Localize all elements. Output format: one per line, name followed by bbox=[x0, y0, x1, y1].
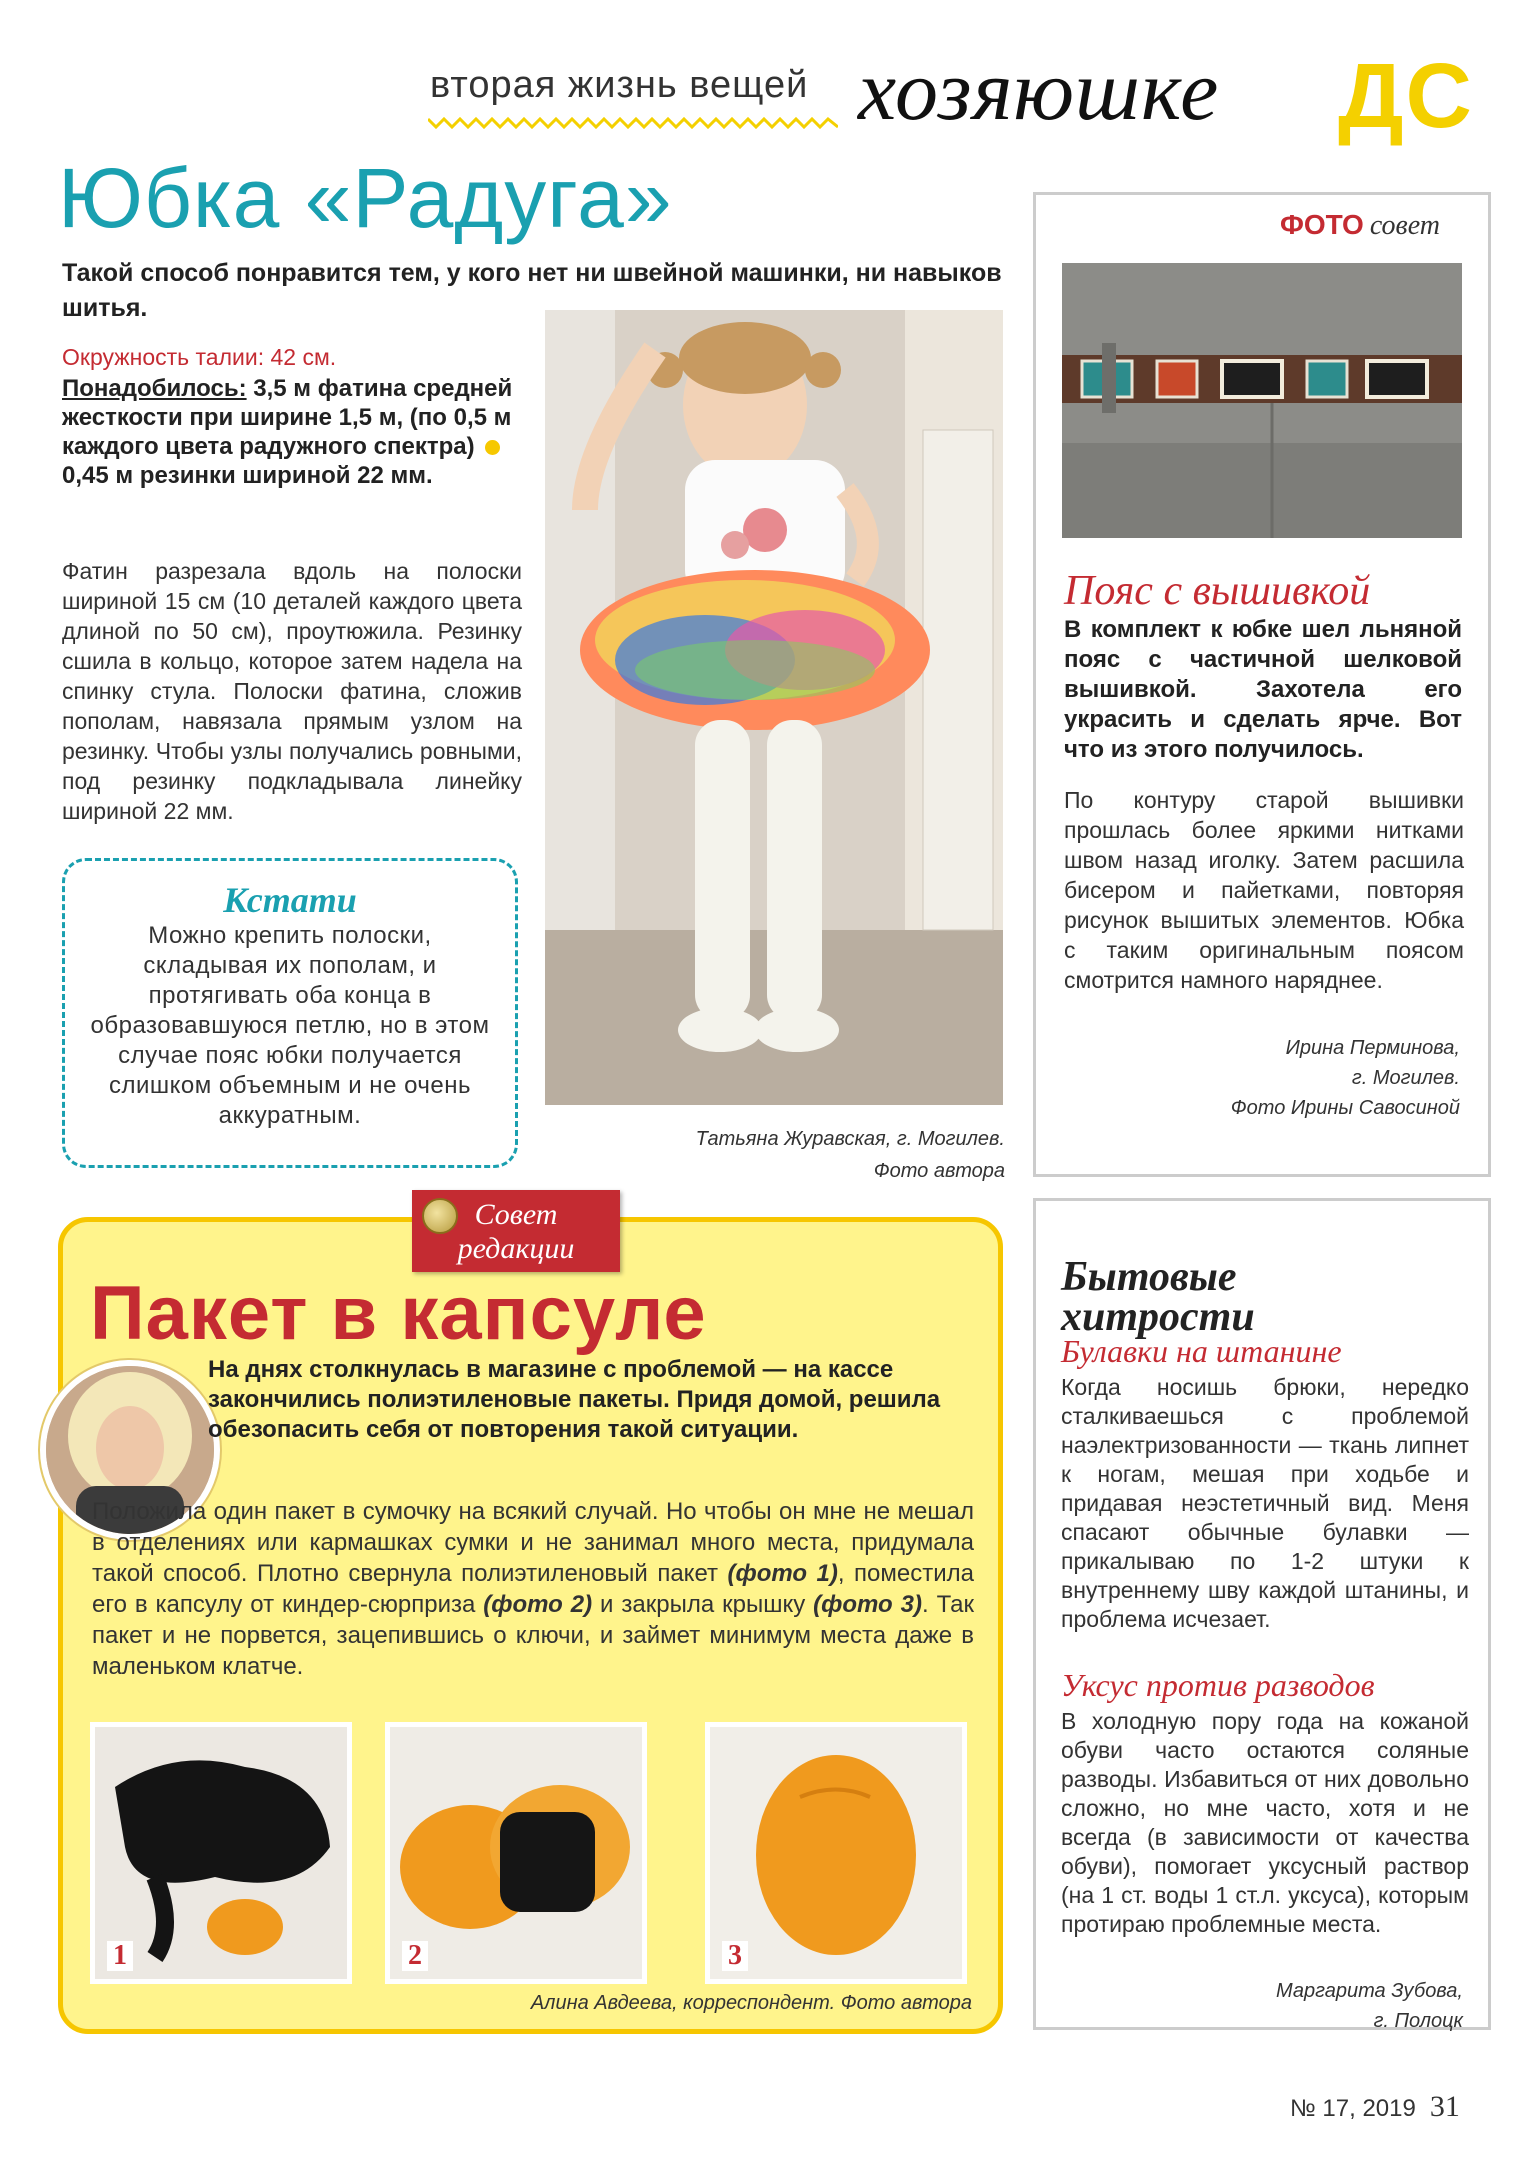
photo-caption bbox=[545, 1123, 1005, 1187]
photo-number-1: 1 bbox=[107, 1941, 133, 1971]
tricks-sub1: Булавки на штанине bbox=[1061, 1333, 1342, 1369]
section-title: вторая жизнь вещей bbox=[430, 64, 809, 106]
belt-photo bbox=[1062, 263, 1462, 538]
tricks-sig-city: г. Полоцк bbox=[1373, 2010, 1463, 2032]
kstati-box bbox=[62, 858, 518, 1168]
photo1-ref: (фото 1) bbox=[727, 1560, 838, 1587]
tag-italic: совет bbox=[1369, 210, 1440, 241]
waist-size: Окружность талии: 42 см. bbox=[62, 344, 337, 370]
photo-number-3: 3 bbox=[722, 1941, 748, 1971]
pack-body-b: , поместила его в капсулу от киндер-сюрприза bbox=[92, 1560, 974, 1618]
pack-body bbox=[92, 1496, 974, 1682]
photo-tip-box bbox=[1033, 192, 1491, 1177]
badge-line2: редакции bbox=[457, 1232, 575, 1265]
pack-caption: Алина Авдеева, корреспондент. Фото автора bbox=[530, 1992, 972, 2014]
tricks-sub2: Уксус против разводов bbox=[1061, 1667, 1375, 1703]
kstati-text: Можно крепить полоски, складывая их пополам, и протягивать оба конца в образовавшуюся петлю, но в этом случае пояс юбки получается слишком объемным и не очень аккуратным. bbox=[90, 922, 490, 1129]
caption-credit: Фото автора bbox=[873, 1160, 1005, 1182]
photo2-ref: (фото 2) bbox=[483, 1591, 593, 1618]
rubric-title: хозяюшке bbox=[858, 42, 1220, 138]
magazine-logo: ДС bbox=[1338, 45, 1474, 147]
pack-body-d: . Так пакет и не порвется, зацепившись о ключи, и займет минимум места даже в маленьком клатче. bbox=[92, 1591, 975, 1680]
photo-number-2: 2 bbox=[402, 1941, 428, 1971]
pack-photo-3 bbox=[705, 1722, 967, 1984]
tricks-text1: Когда носишь брюки, нередко сталкиваешься с проблемой наэлектризованности — ткань липнет к ногам, мешая при ходьбе и придавая неэстетичный вид. Меня спасают обычные булавки — прикалываю по 1-2 штуки к внутреннему шву каждой штанины, и проблема исчезает. bbox=[1061, 1374, 1469, 1632]
photo-tip-tag bbox=[1280, 209, 1440, 242]
issue-number: № 17, 2019 bbox=[1290, 2095, 1416, 2122]
materials-label: Понадобилось: bbox=[62, 375, 247, 402]
page-number: 31 bbox=[1429, 2090, 1460, 2123]
article-title: Юбка «Радуга» bbox=[58, 151, 673, 245]
pack-photo-2 bbox=[385, 1722, 647, 1984]
zigzag-divider bbox=[428, 116, 838, 130]
pack-body-a: Положила один пакет в сумочку на всякий случай. Но чтобы он мне не мешал в отделениях или кармашках сумки и не занимал много места, придумала такой способ. Плотно свернула полиэтиленовый пакет bbox=[92, 1498, 974, 1587]
kstati-heading: Кстати bbox=[223, 880, 357, 920]
caption-author: Татьяна Журавская, г. Могилев. bbox=[695, 1128, 1005, 1150]
article-body: Фатин разрезала вдоль на полоски шириной 15 см (10 деталей каждого цвета длиной по 50 см), проутюжила. Резинку сшила в кольцо, которое затем надела на спинку стула. Полоски фатина, сложив пополам, навязала прямым узлом на резинку. Чтобы узлы получались ровными, под резинку подкладывала линейку шириной 22 мм. bbox=[62, 558, 522, 824]
tag-bold: ФОТО bbox=[1279, 209, 1364, 240]
bullet-dot-icon bbox=[485, 440, 500, 455]
pack-photo-1 bbox=[90, 1722, 352, 1984]
belt-sig-author: Ирина Перминова, bbox=[1285, 1037, 1460, 1059]
photo3-ref: (фото 3) bbox=[813, 1591, 922, 1618]
belt-lead: В комплект к юбке шел льняной пояс с частичной шелковой вышивкой. Захотела его украсить и сделать ярче. Вот что из этого получилось. bbox=[1064, 616, 1462, 763]
belt-body: По контуру старой вышивки прошлась более яркими нитками швом назад иголку. Затем расшила бисером и пайетками, повторяя рисунок вышитых элементов. Юбка с таким оригинальным поясом смотрится намного наряднее. bbox=[1064, 787, 1464, 993]
pack-lead: На днях столкнулась в магазине с проблемой — на кассе закончились полиэтиленовые пакеты. Придя домой, решила обезопасить себя от повторения такой ситуации. bbox=[208, 1356, 941, 1443]
materials-part2: 0,45 м резинки шириной 22 мм. bbox=[62, 462, 433, 489]
tricks-text2: В холодную пору года на кожаной обуви часто остаются соляные разводы. Избавиться от них довольно сложно, но мне часто, хотя и не всегда (в зависимости от качества обуви), помогает уксусный раствор (на 1 ст. воды 1 ст.л. уксуса), которым протираю проблемные места. bbox=[1061, 1708, 1469, 1937]
belt-sig-city: г. Могилев. bbox=[1351, 1067, 1460, 1089]
girl-tutu-photo bbox=[545, 310, 1003, 1105]
tricks-box bbox=[1033, 1198, 1491, 2030]
belt-heading: Пояс с вышивкой bbox=[1064, 568, 1371, 614]
belt-signature bbox=[1100, 1033, 1460, 1123]
tricks-heading bbox=[1061, 1254, 1255, 1340]
tricks-heading-line2: хитрости bbox=[1061, 1294, 1255, 1340]
tricks-sig-author: Маргарита Зубова, bbox=[1275, 1980, 1463, 2002]
materials-part1: 3,5 м фатина средней жесткости при ширине 1,5 м, (по 0,5 м каждого цвета радужного спектра) bbox=[62, 375, 513, 460]
article-lead: Такой способ понравится тем, у кого нет ни швейной машинки, ни навыков шитья. bbox=[62, 259, 1002, 322]
editorial-advice-badge bbox=[412, 1190, 620, 1272]
pack-title: Пакет в капсуле bbox=[90, 1271, 707, 1356]
button-icon bbox=[422, 1198, 458, 1234]
page-footer bbox=[1290, 2090, 1460, 2124]
pack-body-c: и закрыла крышку bbox=[592, 1591, 814, 1618]
belt-sig-photo: Фото Ирины Савосиной bbox=[1230, 1097, 1460, 1119]
tricks-heading-line1: Бытовые bbox=[1061, 1254, 1237, 1300]
tricks-signature bbox=[1163, 1976, 1463, 2036]
materials-list bbox=[62, 374, 522, 490]
badge-line1: Совет bbox=[474, 1198, 558, 1231]
